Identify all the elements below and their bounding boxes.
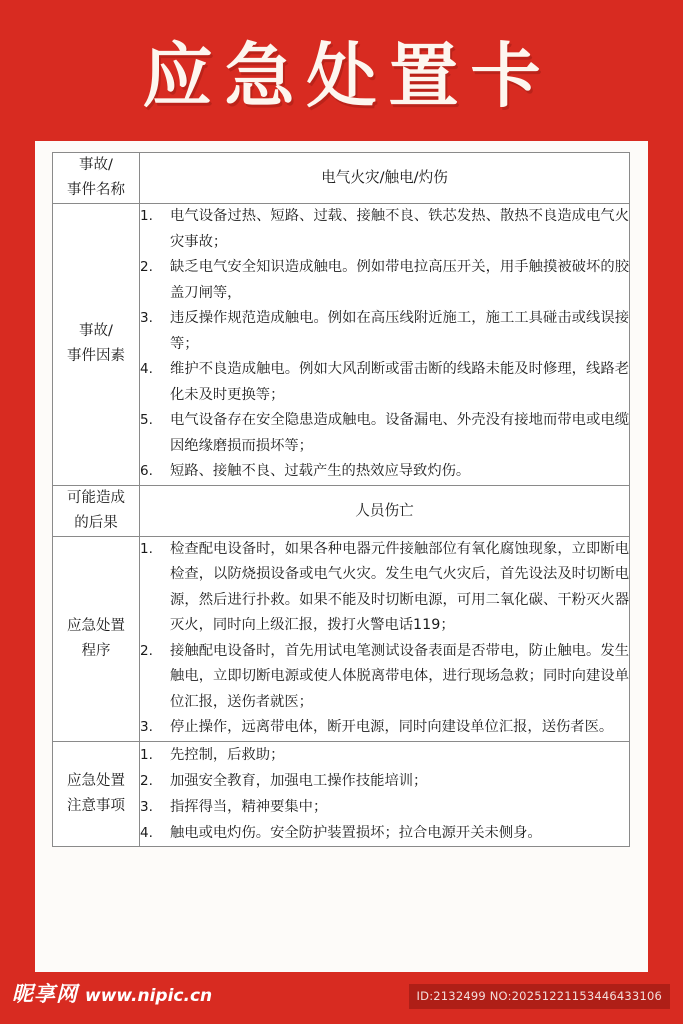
list-item-text: 触电或电灼伤。安全防护装置损坏；拉合电源开关未侧身。 — [170, 824, 542, 841]
list-item — [140, 768, 629, 794]
list-item-text: 先控制，后救助； — [170, 746, 285, 763]
title-area — [0, 26, 683, 126]
row-label-line: 事故/ — [79, 323, 113, 340]
list-item-number: 2. — [140, 642, 153, 659]
list-item-text: 维护不良造成触电。例如大风刮断或雷击断的线路未能及时修理，线路老化未及时更换等； — [170, 361, 629, 403]
row-label-line: 应急处置 — [67, 617, 125, 634]
list-item-number: 3. — [140, 798, 153, 815]
list-item-text: 加强安全教育，加强电工操作技能培训； — [170, 772, 428, 789]
list-item-number: 1. — [140, 746, 153, 763]
list-item-number: 6. — [140, 463, 153, 479]
row-value-list — [140, 741, 630, 846]
list-item-number: 2. — [140, 259, 153, 275]
numbered-list — [140, 537, 629, 741]
list-item-text: 短路、接触不良、过载产生的热效应导致灼伤。 — [170, 463, 471, 479]
list-item — [140, 715, 629, 741]
list-item-number: 5. — [140, 412, 153, 428]
list-item-number: 4. — [140, 361, 153, 377]
row-label — [53, 536, 140, 741]
row-label-line: 事故/ — [79, 157, 113, 173]
content-panel — [35, 141, 648, 972]
list-item-text: 停止操作，远离带电体，断开电源，同时向建设单位汇报，送伤者医。 — [170, 719, 614, 735]
row-label-line: 的后果 — [74, 514, 118, 531]
row-value: 人员伤亡 — [140, 485, 630, 536]
row-label-line: 程序 — [81, 642, 111, 659]
list-item-number: 3. — [140, 719, 153, 735]
row-label-line: 可能造成 — [67, 489, 125, 506]
row-label-line: 事件名称 — [67, 182, 125, 198]
list-item-text: 指挥得当，精神要集中； — [170, 798, 328, 815]
list-item-text: 缺乏电气安全知识造成触电。例如带电拉高压开关，用手触摸被破坏的胶盖刀闸等， — [170, 259, 629, 301]
list-item — [140, 357, 629, 408]
page-title: 应急处置卡 — [142, 35, 553, 117]
list-item-number: 3. — [140, 310, 153, 326]
emergency-card-table — [52, 152, 630, 847]
table-body — [53, 153, 630, 847]
table-row — [53, 204, 630, 486]
list-item — [140, 204, 629, 255]
table-row — [53, 153, 630, 204]
list-item-text: 违反操作规范造成触电。例如在高压线附近施工，施工工具碰击或线误接等； — [170, 310, 629, 352]
table-row — [53, 536, 630, 741]
row-value-list — [140, 204, 630, 486]
watermark — [12, 984, 212, 1007]
list-item — [140, 408, 629, 459]
list-item-number: 4. — [140, 824, 153, 841]
list-item — [140, 306, 629, 357]
list-item — [140, 537, 629, 639]
list-item — [140, 639, 629, 716]
numbered-list — [140, 204, 629, 485]
list-item — [140, 255, 629, 306]
list-item-number: 1. — [140, 208, 153, 224]
list-item-number: 2. — [140, 772, 153, 789]
row-label-line: 应急处置 — [67, 772, 125, 789]
row-label-line: 事件因素 — [67, 348, 125, 365]
numbered-list — [140, 742, 629, 846]
table-row — [53, 741, 630, 846]
image-id-badge: ID:2132499 NO:20251221153446433106 — [409, 984, 670, 1009]
list-item — [140, 742, 629, 768]
list-item — [140, 820, 629, 846]
site-url-text: www.nipic.cn — [85, 986, 213, 1006]
list-item-number: 1. — [140, 540, 153, 557]
row-label — [53, 153, 140, 204]
site-logo-text: 昵享网 — [12, 982, 78, 1006]
table-row — [53, 485, 630, 536]
list-item-text: 电气设备存在安全隐患造成触电。设备漏电、外壳没有接地而带电或电缆因绝缘磨损而损坏等； — [170, 412, 629, 454]
row-label — [53, 485, 140, 536]
row-value-list — [140, 536, 630, 741]
list-item-text: 接触配电设备时，首先用试电笔测试设备表面是否带电，防止触电。发生触电，立即切断电源或使人体脱离带电体，进行现场急救；同时向建设单位汇报，送伤者就医； — [170, 642, 629, 710]
row-label — [53, 741, 140, 846]
row-label-line: 注意事项 — [67, 797, 125, 814]
row-label — [53, 204, 140, 486]
list-item-text: 检查配电设备时，如果各种电器元件接触部位有氧化腐蚀现象，立即断电检查，以防烧损设备或电气火灾。发生电气火灾后，首先设法及时切断电源，然后进行扑救。如果不能及时切断电源，可用二氧化碳、干粉灭火器灭火，同时向上级汇报，拨打火警电话119； — [170, 540, 629, 633]
list-item — [140, 459, 629, 485]
list-item — [140, 794, 629, 820]
row-value: 电气火灾/触电/灼伤 — [140, 153, 630, 204]
list-item-text: 电气设备过热、短路、过载、接触不良、铁芯发热、散热不良造成电气火灾事故； — [170, 208, 629, 250]
